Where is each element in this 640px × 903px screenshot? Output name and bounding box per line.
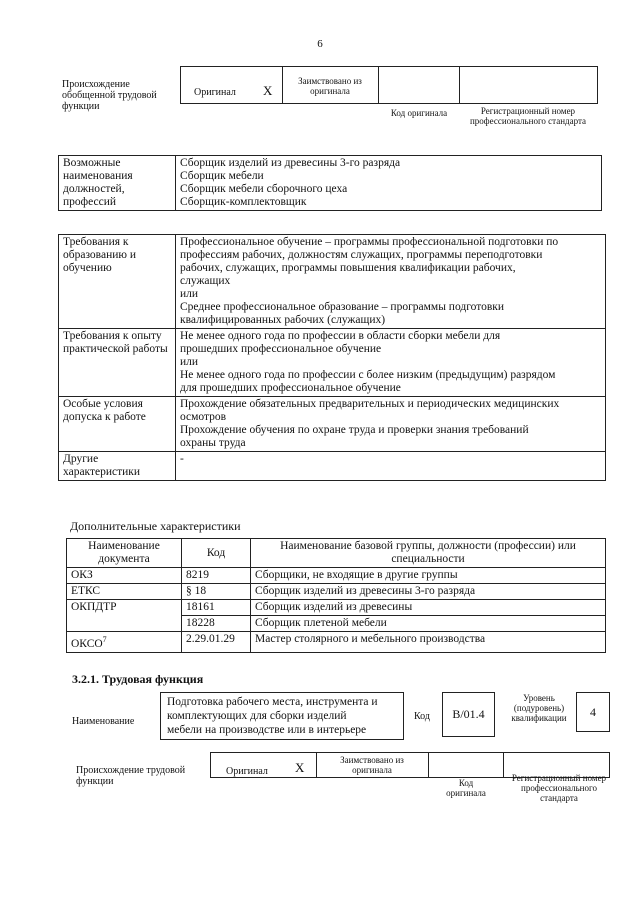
requirement-line: осмотров: [180, 411, 227, 423]
requirement-line: Среднее профессиональное образование – программы подготовки: [180, 301, 505, 313]
requirement-label: Особые условия допуска к работе: [59, 397, 176, 452]
requirement-row: [59, 329, 606, 397]
requirement-line: Не менее одного года по профессии с более низким (предыдущим) разрядом: [180, 369, 556, 381]
doc-cell: [67, 632, 182, 653]
requirement-line: прошедших профессиональное обучение: [180, 343, 382, 355]
table-header-row: [67, 539, 606, 568]
section-title: 3.2.1. Трудовая функция: [72, 672, 204, 686]
name-cell: Сборщик плетеной мебели: [251, 616, 606, 632]
origin-reg-caption-bottom: Регистрационный номер профессионального стандарта: [511, 773, 607, 803]
requirement-line: квалифицированных рабочих (служащих): [180, 314, 386, 326]
requirement-line: Профессиональное обучение – программы профессиональной подготовки по: [180, 236, 559, 248]
position-item: Сборщик мебели сборочного цеха: [180, 183, 348, 195]
requirement-row: [59, 397, 606, 452]
level-box: [576, 692, 610, 732]
table-row: [67, 600, 606, 616]
origin-code-caption-bottom: Код оригинала: [446, 778, 486, 798]
function-name-line: Подготовка рабочего места, инструмента и: [167, 696, 378, 708]
positions-list: [176, 156, 602, 211]
name-cell: Сборщик изделий из древесины 3-го разряда: [251, 584, 606, 600]
doc-cell: ОКПДТР: [67, 600, 182, 632]
requirement-line: охраны труда: [180, 437, 246, 449]
function-name-box: [160, 692, 404, 740]
requirement-line: -: [180, 453, 184, 465]
function-name-label: Наименование: [72, 716, 135, 727]
requirement-row: [59, 235, 606, 329]
doc-name: ОКСО: [71, 637, 103, 650]
origin-borrowed-label: Заимствовано из оригинала: [298, 76, 362, 96]
requirement-line: Не менее одного года по профессии в области сборки мебели для: [180, 330, 501, 342]
name-cell: Мастер столярного и мебельного производства: [251, 632, 606, 653]
table-row: [67, 632, 606, 653]
doc-cell: ОКЗ: [67, 568, 182, 584]
additional-table: [66, 538, 606, 653]
origin-mark-bottom: X: [295, 760, 305, 775]
positions-label: Возможные наименования должностей, профессий: [59, 156, 176, 211]
table-row: [67, 568, 606, 584]
origin-table: [180, 66, 598, 104]
requirement-line: или: [180, 356, 199, 368]
requirement-line: Прохождение обязательных предварительных и периодических медицинских: [180, 398, 560, 410]
requirement-line: профессиям рабочих, должностям служащих, программы переподготовки: [180, 249, 543, 261]
requirement-line: рабочих, служащих, программы повышения квалификации рабочих,: [180, 262, 516, 274]
code-cell: 2.29.01.29: [182, 632, 251, 653]
name-cell: Сборщики, не входящие в другие группы: [251, 568, 606, 584]
header-code: Код: [182, 539, 251, 568]
header-document: Наименование документа: [67, 539, 182, 568]
function-code-box: [442, 692, 495, 737]
code-cell: § 18: [182, 584, 251, 600]
origin-label: Происхождение обобщенной трудовой функции: [62, 79, 157, 112]
function-name-line: комплектующих для сборки изделий: [167, 710, 347, 722]
origin-code-caption: Код оригинала: [390, 108, 448, 118]
requirements-table: [58, 234, 606, 481]
code-cell: 18161: [182, 600, 251, 616]
origin-original-label-bottom: Оригинал: [226, 766, 268, 777]
requirement-line: или: [180, 288, 199, 300]
function-name-line: мебели на производстве или в интерьере: [167, 724, 367, 736]
requirement-label: Требования к опыту практической работы: [59, 329, 176, 397]
origin-label-bottom: Происхождение трудовой функции: [76, 765, 186, 787]
page-number: 6: [317, 38, 323, 50]
requirement-label: Другие характеристики: [59, 452, 176, 481]
table-row: [67, 584, 606, 600]
origin-borrowed-label-bottom: Заимствовано из оригинала: [340, 755, 404, 775]
position-item: Сборщик мебели: [180, 170, 264, 182]
header-name: Наименование базовой группы, должности (профессии) или специальности: [251, 539, 606, 568]
requirement-line: служащих: [180, 275, 231, 287]
requirement-line: Прохождение обучения по охране труда и проверки знания требований: [180, 424, 529, 436]
position-item: Сборщик изделий из древесины 3-го разряда: [180, 157, 401, 169]
footnote-mark: 7: [102, 635, 107, 644]
function-code: B/01.4: [452, 707, 485, 721]
level-label: Уровень (подуровень) квалификации: [511, 693, 567, 723]
origin-original-label: Оригинал: [194, 87, 236, 98]
code-cell: 18228: [182, 616, 251, 632]
origin-reg-caption: Регистрационный номер профессионального стандарта: [469, 106, 587, 126]
code-cell: 8219: [182, 568, 251, 584]
origin-mark: X: [263, 83, 273, 98]
requirement-row: [59, 452, 606, 481]
doc-cell: ЕТКС: [67, 584, 182, 600]
position-item: Сборщик-комплектовщик: [180, 196, 307, 208]
positions-table: [58, 155, 602, 211]
level-value: 4: [590, 705, 596, 719]
additional-title: Дополнительные характеристики: [70, 519, 241, 533]
requirement-label: Требования к образованию и обучению: [59, 235, 176, 329]
name-cell: Сборщик изделий из древесины: [251, 600, 606, 616]
requirement-line: для прошедших профессиональное обучение: [180, 382, 401, 394]
function-code-label: Код: [414, 711, 430, 722]
